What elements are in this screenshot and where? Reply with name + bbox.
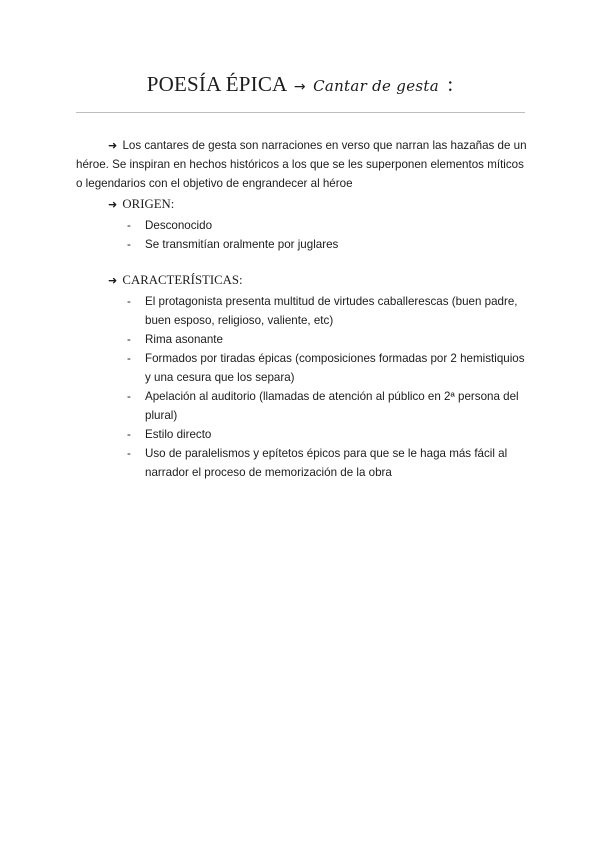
list-item-text: Desconocido [145,219,213,232]
list-dash: - [127,390,131,403]
intro-paragraph [76,136,528,193]
list-dash: - [127,447,131,460]
list-item [76,425,528,444]
page-title [0,72,600,97]
list-item-text: Estilo directo [145,428,212,441]
title-subtitle: Cantar de gesta [313,77,439,95]
list-item-text: Apelación al auditorio (llamadas de atención al público en 2ª persona del plural) [145,390,519,422]
intro-text: Los cantares de gesta son narraciones en verso que narran las hazañas de un héroe. Se inspiran en hechos históricos a los que se les superponen elementos míticos o legendarios con el objetivo de engrandecer al héroe [76,139,527,190]
list-item-text: Se transmitían oralmente por juglares [145,238,339,251]
title-arrow-icon: → [293,79,306,95]
list-item [76,444,528,482]
list-item-text: Formados por tiradas épicas (composiciones formadas por 2 hemistiquios y una cesura que los separa) [145,352,525,384]
list-item-text: Rima asonante [145,333,223,346]
document-body [76,136,528,482]
list-dash: - [127,295,131,308]
list-dash: - [127,238,131,251]
list-item [76,387,528,425]
caracteristicas-heading-text: CARACTERÍSTICAS: [122,273,243,287]
list-dash: - [127,352,131,365]
title-divider [76,112,525,113]
list-dash: - [127,219,131,232]
caracteristicas-list [76,292,528,482]
list-item-text: Uso de paralelismos y epítetos épicos para que se le haga más fácil al narrador el proceso de memorización de la obra [145,447,508,479]
caracteristicas-arrow-icon: ➜ [108,274,118,287]
list-item [76,330,528,349]
intro-arrow-icon: ➜ [108,139,118,152]
list-item [76,292,528,330]
list-item [76,235,528,254]
caracteristicas-heading [108,271,528,290]
list-item [76,349,528,387]
list-dash: - [127,428,131,441]
list-dash: - [127,333,131,346]
origen-heading-text: ORIGEN: [122,197,175,211]
origen-heading [108,195,528,214]
title-colon: : [447,72,454,96]
list-item-text: El protagonista presenta multitud de virtudes caballerescas (buen padre, buen esposo, religioso, valiente, etc) [145,295,518,327]
origen-arrow-icon: ➜ [108,198,118,211]
list-item [76,216,528,235]
origen-list [76,216,528,254]
title-main: POESÍA ÉPICA [146,72,288,96]
